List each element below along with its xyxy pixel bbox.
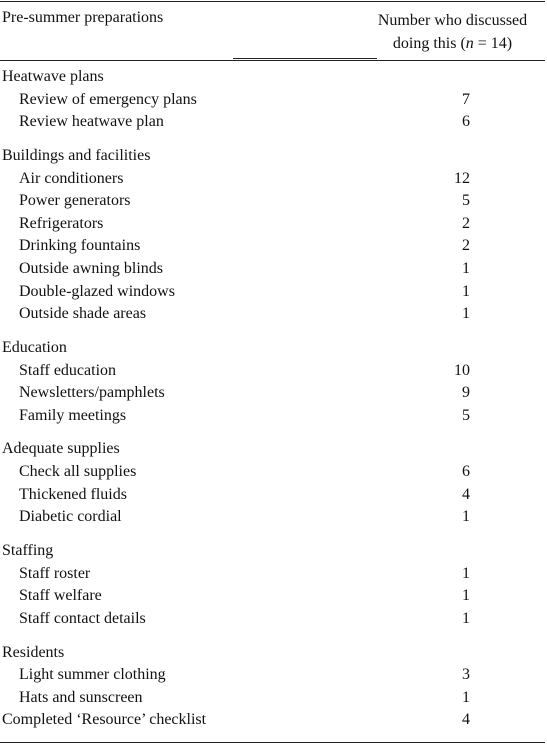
- table-body: [0, 66, 547, 732]
- category-row: [0, 66, 547, 89]
- row-label: Double-glazed windows: [19, 282, 175, 300]
- category-row: [0, 642, 547, 665]
- table-row: [0, 664, 547, 687]
- table-row: [0, 235, 547, 258]
- row-count: 1: [462, 587, 470, 605]
- total-row-label: Completed ‘Resource’ checklist: [2, 711, 207, 729]
- row-count: 1: [462, 688, 470, 706]
- row-count: 4: [462, 485, 470, 503]
- row-count: 1: [462, 282, 470, 300]
- top-rule: [0, 1, 545, 2]
- row-count: 5: [462, 406, 470, 424]
- table-row: [0, 461, 547, 484]
- row-count: 10: [454, 361, 470, 379]
- row-count: 6: [462, 463, 470, 481]
- table-row: [0, 405, 547, 428]
- row-label: Outside shade areas: [19, 305, 147, 323]
- category-row: [0, 145, 547, 168]
- row-label: Diabetic cordial: [19, 508, 122, 526]
- category-row: [0, 337, 547, 360]
- column-header-count-line1: Number who discussed: [377, 12, 528, 29]
- row-count: 5: [462, 192, 470, 210]
- table-row: [0, 585, 547, 608]
- row-label: Staff contact details: [19, 609, 146, 627]
- category-label: Staffing: [2, 542, 54, 560]
- group-gap: [0, 326, 547, 337]
- category-label: Buildings and facilities: [2, 146, 151, 164]
- row-label: Review of emergency plans: [19, 90, 197, 108]
- group-gap: [0, 134, 547, 145]
- header-rule: [0, 60, 545, 61]
- table-row: [0, 303, 547, 326]
- row-count: 1: [462, 305, 470, 323]
- row-count: 2: [462, 214, 470, 232]
- table-row: [0, 258, 547, 281]
- row-label: Hats and sunscreen: [19, 688, 143, 706]
- bottom-rule: [0, 742, 545, 743]
- row-count: 1: [462, 259, 470, 277]
- row-label: Check all supplies: [19, 463, 137, 481]
- table-row: [0, 360, 547, 383]
- row-label: Staff education: [19, 361, 117, 379]
- row-label: Thickened fluids: [19, 485, 127, 503]
- row-count: 6: [462, 113, 470, 131]
- row-count: 9: [462, 384, 470, 402]
- table-row: [0, 111, 547, 134]
- row-label: Review heatwave plan: [19, 113, 164, 131]
- table-row: [0, 190, 547, 213]
- total-row: [0, 709, 547, 732]
- table-row: [0, 563, 547, 586]
- row-label: Refrigerators: [19, 214, 104, 232]
- category-row: [0, 438, 547, 461]
- category-label: Education: [2, 338, 67, 356]
- row-count: 7: [462, 90, 470, 108]
- table-row: [0, 484, 547, 507]
- row-count: 1: [462, 564, 470, 582]
- row-count: 1: [462, 508, 470, 526]
- row-label: Outside awning blinds: [19, 259, 163, 277]
- category-label: Heatwave plans: [2, 68, 104, 85]
- column-header-preparations: Pre-summer preparations: [2, 9, 164, 26]
- column-header-n-symbol: n: [465, 35, 474, 52]
- row-count: 2: [462, 237, 470, 255]
- header-span-rule: [233, 58, 377, 59]
- row-label: Newsletters/pamphlets: [19, 384, 165, 402]
- group-gap: [0, 427, 547, 438]
- row-count: 1: [462, 609, 470, 627]
- category-row: [0, 540, 547, 563]
- table-row: [0, 506, 547, 529]
- column-header-count-prefix: doing this (: [392, 35, 466, 52]
- row-label: Drinking fountains: [19, 237, 141, 255]
- table-row: [0, 281, 547, 304]
- row-count: 3: [462, 666, 470, 684]
- row-label: Power generators: [19, 192, 131, 210]
- table-row: [0, 89, 547, 112]
- total-row-count: 4: [462, 711, 470, 729]
- row-label: Staff roster: [19, 564, 91, 582]
- group-gap: [0, 630, 547, 641]
- row-label: Air conditioners: [19, 169, 124, 187]
- category-label: Residents: [2, 643, 65, 661]
- group-gap: [0, 529, 547, 540]
- table-row: [0, 213, 547, 236]
- column-header-count-line2: [360, 32, 545, 55]
- category-label: Adequate supplies: [2, 440, 120, 458]
- row-label: Family meetings: [19, 406, 127, 424]
- row-label: Light summer clothing: [19, 666, 166, 684]
- table-row: [0, 687, 547, 710]
- table-row: [0, 608, 547, 631]
- table-row: [0, 168, 547, 191]
- column-header-count: [360, 9, 545, 55]
- row-count: 12: [454, 169, 470, 187]
- table-row: [0, 382, 547, 405]
- column-header-count-suffix: = 14): [473, 35, 513, 52]
- row-label: Staff welfare: [19, 587, 102, 605]
